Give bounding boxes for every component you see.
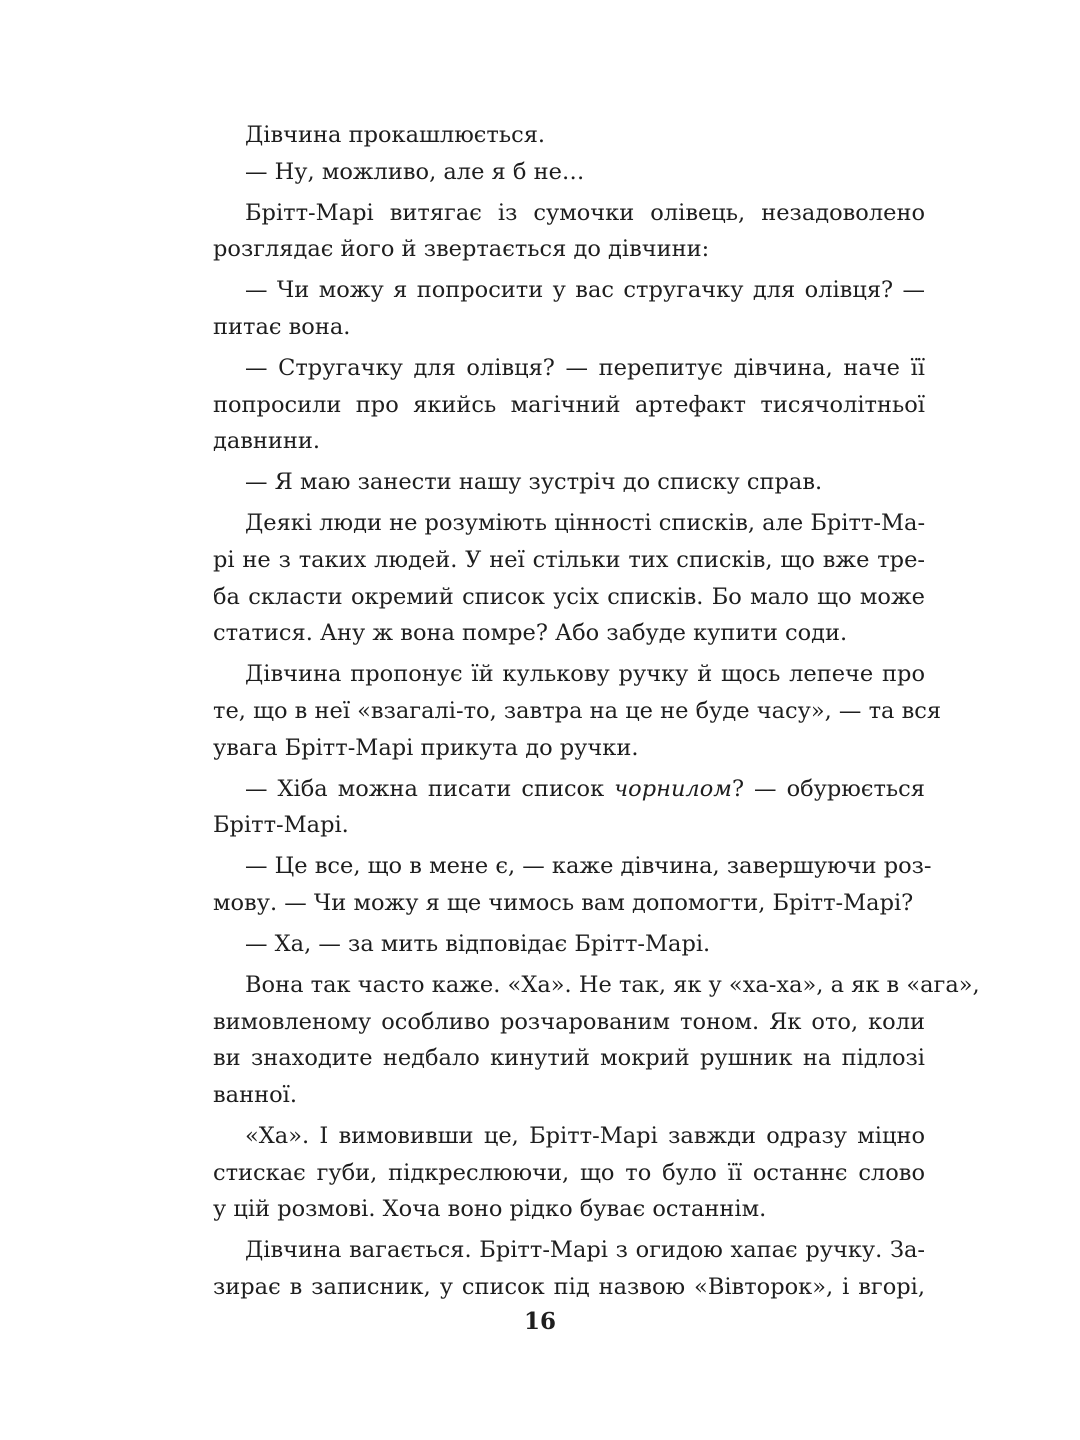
text-line: те, що в неї «взагалі-то, завтра на це не буде часу», — та вся <box>213 697 942 724</box>
text-line: мову. — Чи можу я ще чимось вам допомогти, Брітт-Марі? <box>213 889 914 916</box>
body-text <box>213 117 980 1305</box>
text-line: ви знаходите недбало кинутий мокрий рушник на підлозі <box>213 1045 925 1072</box>
text-line: стискає губи, підкреслюючи, що то було її останнє слово <box>213 1159 925 1186</box>
text-line: Брітт-Марі. <box>213 812 349 839</box>
text-segment: ? — обурюється <box>731 775 925 802</box>
text-line: зирає в записник, у список під назвою «Вівторок», і вгорі, <box>213 1273 925 1300</box>
text-line: Дівчина вагається. Брітт-Марі з огидою хапає ручку. За- <box>245 1237 925 1264</box>
text-line: — Чи можу я попросити у вас стругачку для олівця? — <box>245 277 925 304</box>
italic-word: чорнилом <box>614 775 732 802</box>
text-segment: — Хіба можна писати список <box>245 775 615 802</box>
text-line: Брітт-Марі витягає із сумочки олівець, незадоволено <box>245 199 925 226</box>
text-line: ба скласти окремий список усіх списків. Бо мало що може <box>213 583 925 610</box>
text-line: статися. Ану ж вона помре? Або забуде купити соди. <box>213 620 848 647</box>
page-number: 16 <box>523 1308 556 1335</box>
text-line: — Я маю занести нашу зустріч до списку справ. <box>245 469 823 496</box>
text-line: ванної. <box>213 1081 297 1108</box>
text-line: у цій розмові. Хоча воно рідко буває останнім. <box>213 1196 767 1223</box>
text-line: розглядає його й звертається до дівчини: <box>213 236 710 263</box>
text-line: попросили про якийсь магічний артефакт тисячолітньої <box>213 391 925 418</box>
text-line <box>213 771 925 808</box>
text-line: «Ха». І вимовивши це, Брітт-Марі завжди одразу міцно <box>245 1122 925 1149</box>
text-line: Вона так часто каже. «Ха». Не так, як у «ха-ха», а як в «ага», <box>245 972 980 999</box>
text-line: Дівчина прокашлюється. <box>245 122 546 148</box>
text-line: увага Брітт-Марі прикута до ручки. <box>213 734 639 761</box>
text-line: рі не з таких людей. У неї стільки тих списків, що вже тре- <box>213 547 925 574</box>
text-line: — Це все, що в мене є, — каже дівчина, завершуючи роз- <box>245 853 932 880</box>
text-line: давнини. <box>213 428 321 455</box>
text-line: Дівчина пропонує їй кулькову ручку й щось лепече про <box>245 661 925 688</box>
text-line: Деякі люди не розуміють цінності списків, але Брітт-Ма- <box>245 510 926 537</box>
text-line: питає вона. <box>213 313 351 340</box>
text-line: — Стругачку для олівця? — перепитує дівчина, наче її <box>245 355 925 382</box>
text-line: вимовленому особливо розчарованим тоном. Як ото, коли <box>213 1008 925 1035</box>
text-line: — Ну, можливо, але я б не… <box>245 158 585 185</box>
text-line: — Ха, — за мить відповідає Брітт-Марі. <box>245 930 711 957</box>
